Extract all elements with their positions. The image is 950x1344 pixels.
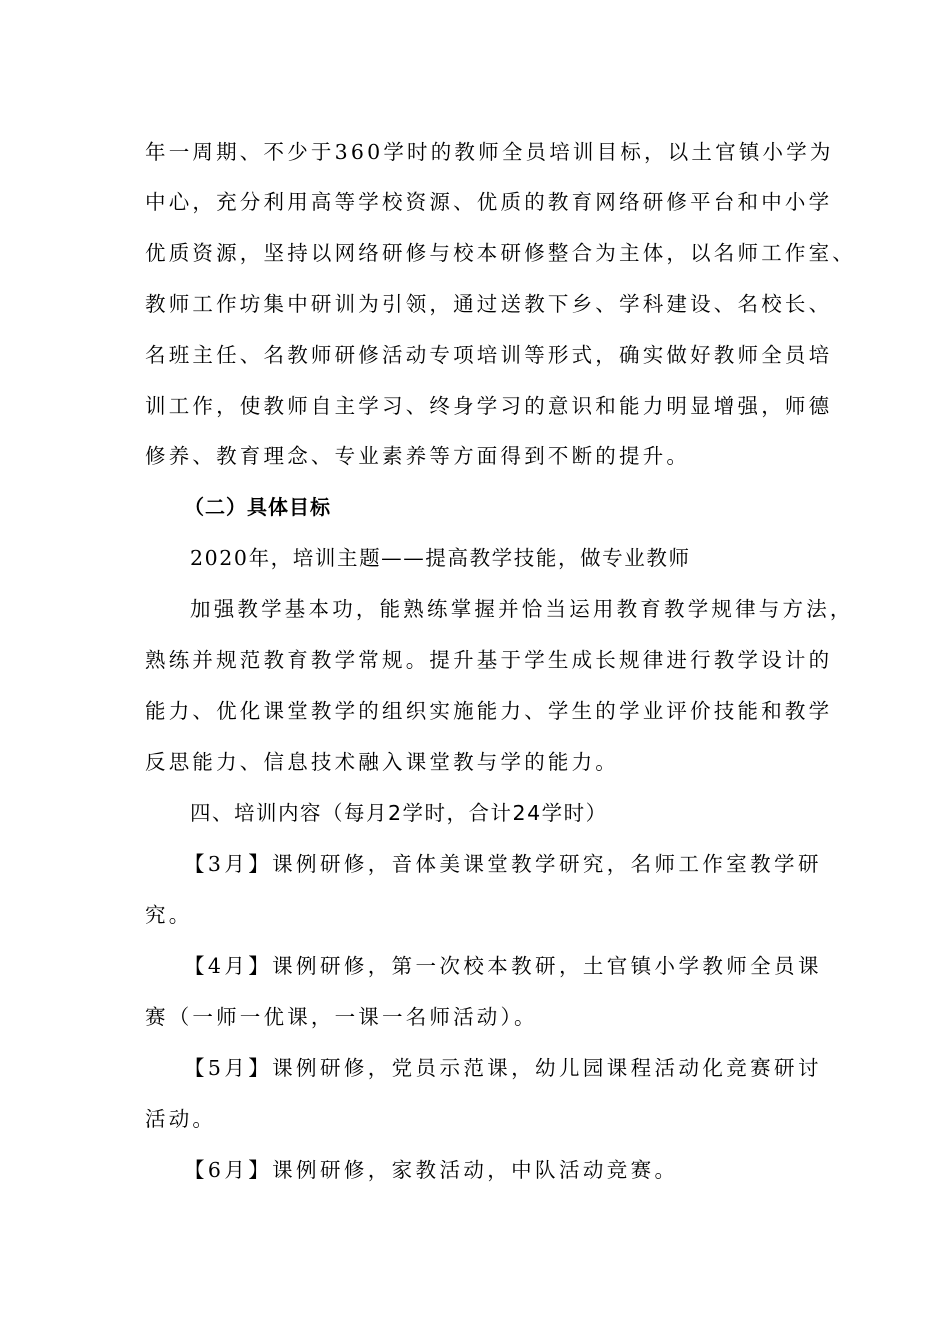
month-entry-march: 【3月】课例研修，音体美课堂教学研究，名师工作室教学研 (184, 852, 822, 876)
training-theme-line: 2020年，培训主题——提高教学技能，做专业教师 (190, 546, 691, 570)
month-entry-may-cont: 活动。 (145, 1107, 217, 1131)
month-entry-may: 【5月】课例研修，党员示范课，幼儿园课程活动化竞赛研讨 (184, 1056, 822, 1080)
month-entry-april: 【4月】课例研修，第一次校本教研，土官镇小学教师全员课 (184, 954, 822, 978)
paragraph-line: 教师工作坊集中研训为引领，通过送教下乡、学科建设、名校长、 (145, 292, 833, 316)
month-entry-march-cont: 究。 (145, 903, 193, 927)
section-heading-training-content: 四、培训内容（每月2学时，合计24学时） (190, 801, 608, 825)
month-entry-june: 【6月】课例研修，家教活动，中队活动竞赛。 (184, 1158, 679, 1182)
paragraph-line: 中心，充分利用高等学校资源、优质的教育网络研修平台和中小学 (145, 190, 833, 214)
month-entry-april-cont: 赛（一师一优课，一课一名师活动）。 (145, 1005, 538, 1029)
paragraph-line: 反思能力、信息技术融入课堂教与学的能力。 (145, 750, 619, 774)
paragraph-line: 能力、优化课堂教学的组织实施能力、学生的学业评价技能和教学 (145, 699, 833, 723)
paragraph-line: 名班主任、名教师研修活动专项培训等形式，确实做好教师全员培 (145, 343, 833, 367)
paragraph-line: 熟练并规范教育教学常规。提升基于学生成长规律进行教学设计的 (145, 648, 833, 672)
paragraph-line: 优质资源，坚持以网络研修与校本研修整合为主体，以名师工作室、 (145, 241, 856, 265)
section-heading-specific-goals: （二）具体目标 (184, 495, 331, 519)
paragraph-line: 年一周期、不少于360学时的教师全员培训目标，以土官镇小学为 (145, 140, 834, 164)
paragraph-line: 修养、教育理念、专业素养等方面得到不断的提升。 (145, 444, 691, 468)
paragraph-line: 加强教学基本功，能熟练掌握并恰当运用教育教学规律与方法， (190, 597, 854, 621)
paragraph-line: 训工作，使教师自主学习、终身学习的意识和能力明显增强，师德 (145, 394, 833, 418)
